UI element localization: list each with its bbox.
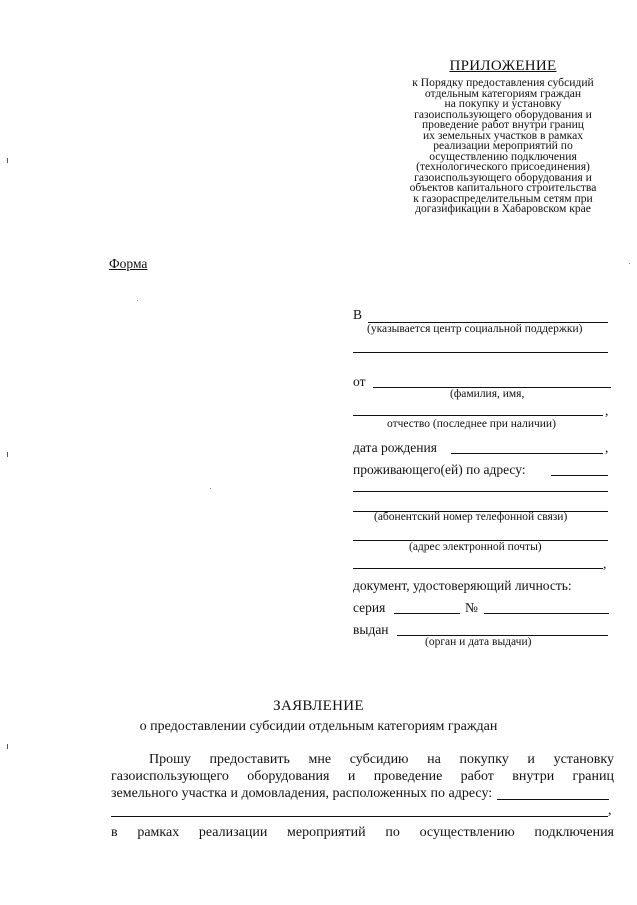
residence-label: проживающего(ей) по адресу: bbox=[353, 462, 526, 477]
residence-field-line[interactable] bbox=[551, 475, 608, 476]
series-label: серия bbox=[353, 600, 386, 615]
statement-title: ЗАЯВЛЕНИЕ bbox=[273, 698, 364, 714]
appendix-line: проведение работ внутри границ bbox=[421, 118, 585, 131]
appendix-line: их земельных участков в рамках bbox=[422, 128, 584, 142]
word: реализации bbox=[198, 825, 268, 840]
word: работ bbox=[460, 769, 494, 784]
email-caption: (адрес электронной почты) bbox=[409, 541, 542, 553]
statement-line-1 bbox=[149, 751, 614, 768]
word: и bbox=[347, 769, 356, 784]
scan-dot bbox=[629, 263, 630, 264]
word: субсидию bbox=[349, 752, 409, 767]
appendix-line: осуществлению подключения bbox=[429, 149, 577, 163]
issued-label: выдан bbox=[353, 622, 389, 637]
word: мероприятий bbox=[287, 825, 366, 840]
to-caption: (указывается центр социальной поддержки) bbox=[367, 323, 583, 335]
patronymic-field-line[interactable] bbox=[353, 415, 603, 416]
word: на bbox=[427, 752, 441, 767]
word: оборудования bbox=[247, 769, 330, 784]
phone-caption: (абонентский номер телефонной связи) bbox=[374, 511, 568, 523]
statement-line-3: земельного участка и домовладения, расположенных по адресу: bbox=[111, 786, 493, 801]
word: мне bbox=[308, 752, 332, 767]
appendix-title: ПРИЛОЖЕНИЕ bbox=[449, 58, 557, 74]
name-caption: (фамилия, имя, bbox=[450, 388, 525, 400]
appendix-line: отдельным категориям граждан bbox=[424, 86, 582, 100]
word: покупку bbox=[459, 752, 509, 767]
scan-mark bbox=[7, 744, 8, 749]
word: проведение bbox=[373, 769, 443, 784]
forma-label: Форма bbox=[109, 256, 148, 271]
appendix-line: реализации мероприятий по bbox=[433, 139, 573, 152]
from-label: от bbox=[353, 374, 366, 389]
scan-dot bbox=[210, 488, 211, 489]
appendix-line: догазификации в Хабаровском крае bbox=[415, 202, 591, 215]
patronymic-caption: отчество (последнее при наличии) bbox=[387, 418, 556, 430]
to-field-line-2[interactable] bbox=[353, 352, 608, 353]
appendix-line: к Порядку предоставления субсидий bbox=[412, 76, 594, 89]
comma-2: , bbox=[605, 440, 609, 455]
appendix-line: объектов капитального строительства bbox=[409, 181, 597, 194]
comma-3: , bbox=[603, 556, 607, 571]
statement-line-2 bbox=[111, 768, 614, 785]
birth-label: дата рождения bbox=[353, 440, 437, 455]
address-field-line-2[interactable] bbox=[111, 816, 608, 817]
word: осуществлению bbox=[419, 825, 515, 840]
appendix-line: к газораспределительным сетям при bbox=[413, 191, 593, 205]
appendix-line: на покупку и установку bbox=[444, 97, 562, 110]
word: внутри bbox=[512, 769, 555, 784]
word: Прошу bbox=[149, 752, 191, 767]
series-field-line[interactable] bbox=[394, 613, 460, 614]
word: по bbox=[385, 825, 400, 840]
scan-mark bbox=[7, 158, 8, 163]
appendix-line: газоиспользующего оборудования и bbox=[414, 170, 592, 184]
address-field-line[interactable] bbox=[497, 799, 609, 800]
word: установку bbox=[553, 752, 614, 767]
scan-dot bbox=[137, 300, 138, 301]
to-label: В bbox=[353, 307, 363, 322]
word: газоиспользующего bbox=[111, 769, 229, 784]
number-label: № bbox=[465, 600, 478, 615]
number-field-line[interactable] bbox=[484, 613, 609, 614]
word: подключения bbox=[534, 825, 614, 840]
word: в bbox=[111, 825, 118, 840]
appendix-line: (технологического присоединения) bbox=[416, 160, 590, 173]
scan-mark bbox=[7, 452, 8, 457]
word: рамках bbox=[137, 825, 180, 840]
birth-field-line[interactable] bbox=[451, 453, 603, 454]
statement-line-5 bbox=[111, 824, 614, 841]
id-doc-label: документ, удостоверяющий личность: bbox=[353, 578, 572, 593]
word: предоставить bbox=[209, 752, 290, 767]
comma-4: , bbox=[608, 803, 612, 818]
issued-caption: (орган и дата выдачи) bbox=[425, 636, 532, 648]
appendix-line: газоиспользующего оборудования и bbox=[414, 107, 592, 121]
comma-1: , bbox=[605, 403, 609, 418]
word: границ bbox=[572, 769, 614, 784]
appendix-text bbox=[388, 78, 618, 215]
extra-field-line[interactable] bbox=[353, 568, 603, 569]
residence-field-line-2[interactable] bbox=[353, 491, 608, 492]
statement-subtitle: о предоставлении субсидии отдельным категориям граждан bbox=[139, 719, 498, 734]
word: и bbox=[527, 752, 535, 767]
